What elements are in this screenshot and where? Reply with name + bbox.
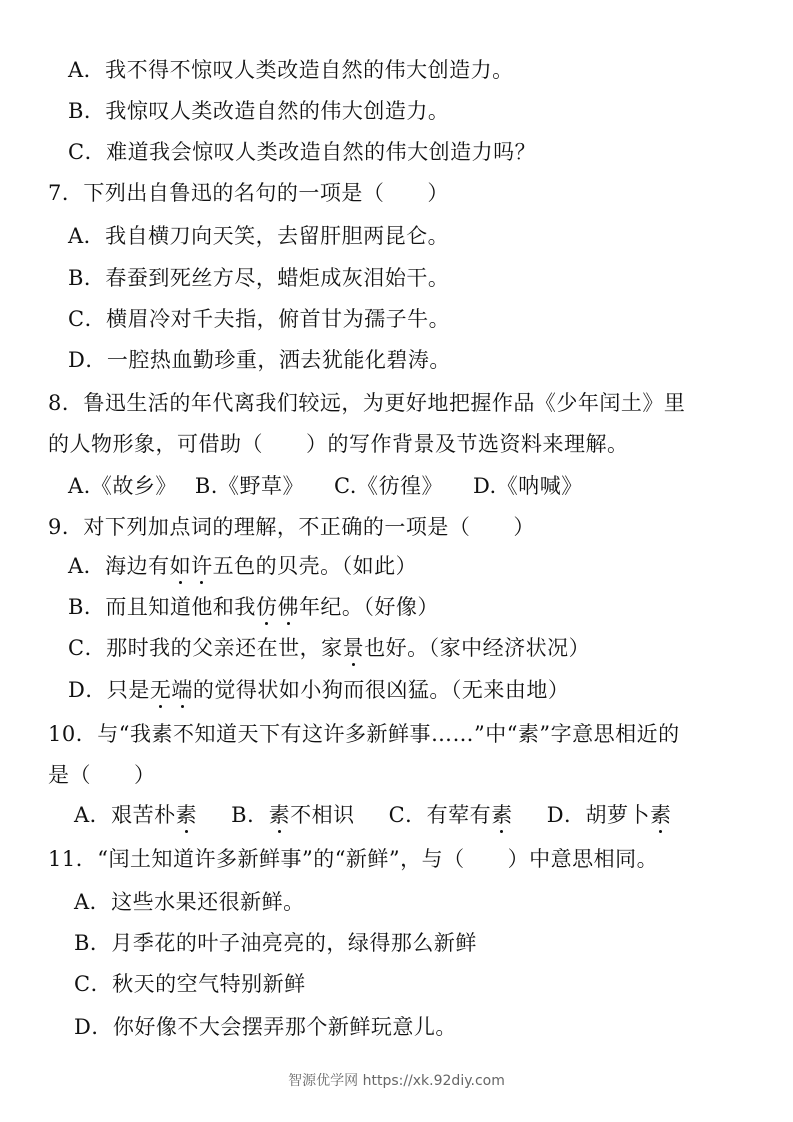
q9-b-pre: B．而且知道他和我	[68, 595, 256, 619]
q10-d-pre: D．胡萝卜	[546, 803, 651, 827]
q9-d-post: 的觉得状如小狗而很凶猛。（无来由地）	[192, 678, 570, 702]
q11-option-a: A．这些水果还很新鲜。	[74, 890, 305, 914]
q8-stem-line2: 的人物形象，可借助（ ）的写作背景及节选资料来理解。	[48, 432, 629, 456]
q9-stem: 9．对下列加点词的理解，不正确的一项是（ ）	[48, 515, 535, 539]
dotted-char: 佛	[277, 595, 299, 619]
dotted-char: 许	[191, 554, 213, 578]
q8-option-d: D.《呐喊》	[472, 474, 583, 498]
q8-option-c: C.《彷徨》	[333, 474, 443, 498]
q10-options	[74, 801, 672, 829]
q8-option-b: B.《野草》	[194, 474, 304, 498]
dotted-char: 端	[171, 678, 193, 702]
q9-option-d	[68, 676, 569, 704]
dotted-char: 素	[175, 803, 198, 827]
q10-option-a	[74, 801, 197, 829]
q10-option-d	[547, 801, 672, 829]
q8-option-a: A.《故乡》	[68, 474, 177, 498]
q6-option-b: B．我惊叹人类改造自然的伟大创造力。	[68, 99, 450, 123]
q7-option-d: D．一腔热血勤珍重，洒去犹能化碧涛。	[68, 348, 451, 372]
q7-option-a: A．我自横刀向天笑，去留肝胆两昆仑。	[68, 224, 450, 248]
q9-c-post: 也好。（家中经济状况）	[364, 636, 591, 660]
q8-options	[68, 472, 583, 500]
q10-option-b	[231, 801, 354, 829]
q10-b-post: 不相识	[290, 803, 355, 827]
q9-a-post: 五色的贝壳。（如此）	[212, 554, 418, 578]
q10-stem-line1: 10．与“我素不知道天下有这许多新鲜事……”中“素”字意思相近的	[48, 722, 680, 746]
q6-option-c: C．难道我会惊叹人类改造自然的伟大创造力吗？	[68, 140, 537, 164]
q11-option-c: C．秋天的空气特别新鲜	[74, 972, 306, 996]
q11-stem: 11．“闰土知道许多新鲜事”的“新鲜”，与（ ）中意思相同。	[48, 847, 659, 871]
q9-c-pre: C．那时我的父亲还在世，家	[68, 636, 343, 660]
q7-option-c: C．横眉冷对千夫指，俯首甘为孺子牛。	[68, 307, 451, 331]
q11-option-b: B．月季花的叶子油亮亮的，绿得那么新鲜	[74, 931, 477, 955]
q9-a-pre: A．海边有	[68, 554, 170, 578]
q10-a-pre: A．艰苦朴	[74, 803, 176, 827]
q9-option-a	[68, 552, 417, 580]
q9-d-pre: D．只是	[68, 678, 150, 702]
dotted-char: 素	[650, 803, 672, 827]
q10-b-pre: B．	[231, 803, 269, 827]
dotted-char: 景	[342, 636, 365, 660]
q7-option-b: B．春蚕到死丝方尽，蜡炬成灰泪始干。	[68, 266, 450, 290]
dotted-char: 如	[169, 554, 192, 578]
q10-stem-line2: 是（ ）	[48, 763, 156, 787]
q11-option-d: D．你好像不大会摆弄那个新鲜玩意儿。	[74, 1015, 457, 1039]
q9-option-b	[68, 593, 439, 621]
footer-watermark: 智源优学网 https://xk.92diy.com	[288, 1073, 505, 1089]
q6-option-a: A．我不得不惊叹人类改造自然的伟大创造力。	[68, 58, 514, 82]
q10-option-c	[389, 801, 513, 829]
dotted-char: 素	[491, 803, 513, 827]
q8-stem-line1: 8．鲁迅生活的年代离我们较远，为更好地把握作品《少年闰土》里	[48, 391, 686, 415]
dotted-char: 素	[268, 803, 291, 827]
dotted-char: 无	[149, 678, 172, 702]
q9-b-post: 年纪。（好像）	[298, 595, 439, 619]
q10-c-pre: C．有荤有	[388, 803, 492, 827]
dotted-char: 仿	[255, 595, 278, 619]
q7-stem: 7．下列出自鲁迅的名句的一项是（ ）	[48, 181, 449, 205]
q9-option-c	[68, 634, 590, 662]
